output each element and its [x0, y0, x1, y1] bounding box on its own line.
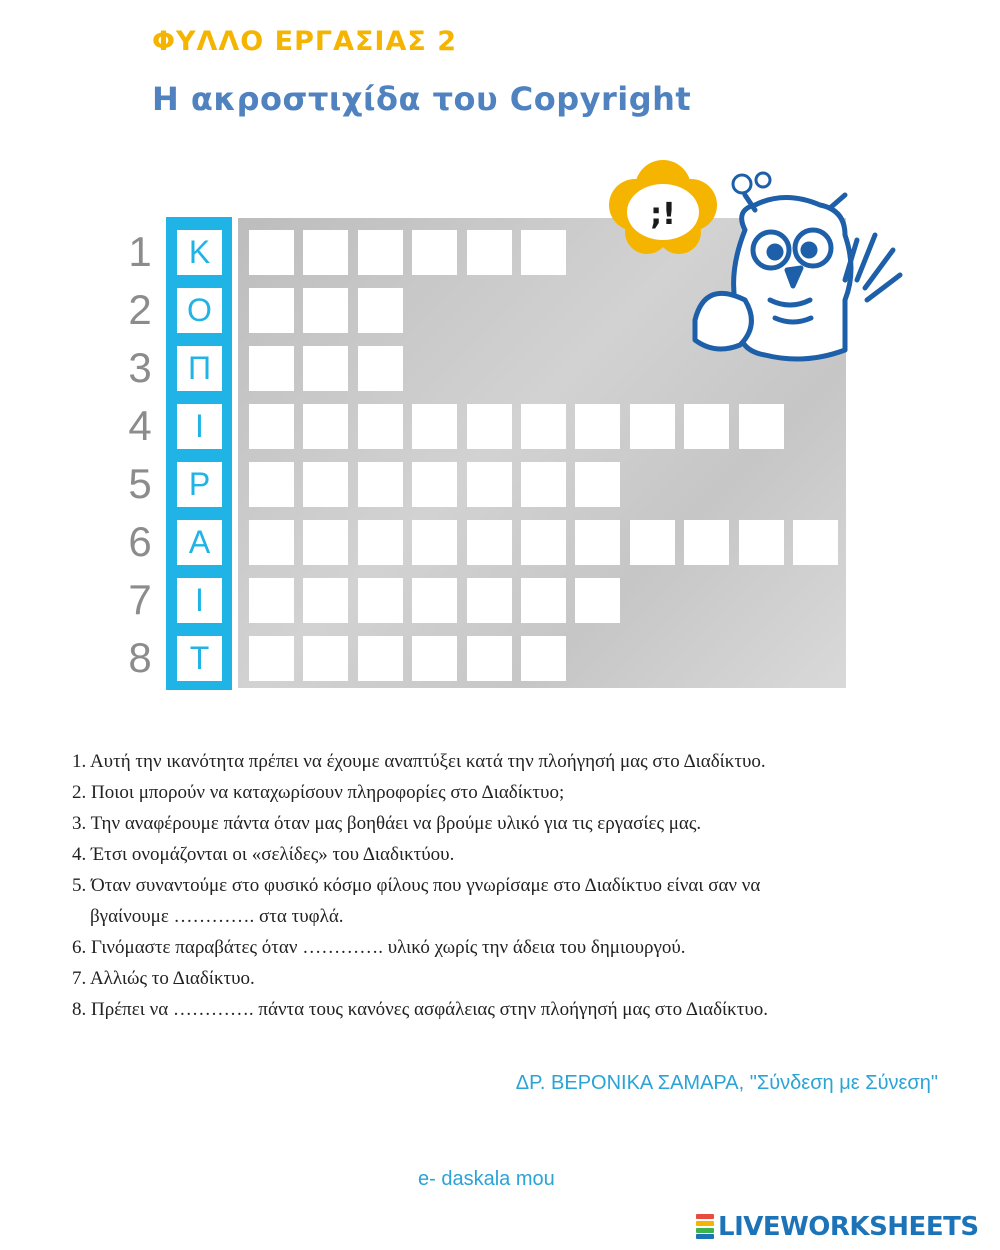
answer-cell[interactable] — [249, 404, 294, 449]
answer-cell[interactable] — [249, 636, 294, 681]
answer-cell[interactable] — [739, 404, 784, 449]
answer-cell[interactable] — [249, 346, 294, 391]
answer-cell[interactable] — [358, 404, 403, 449]
answer-cell[interactable] — [412, 230, 457, 275]
answer-cell[interactable] — [467, 578, 512, 623]
answer-cell[interactable] — [467, 462, 512, 507]
answer-cell[interactable] — [412, 520, 457, 565]
acrostic-letter: Ρ — [177, 462, 222, 507]
answer-cell[interactable] — [521, 462, 566, 507]
answer-cell[interactable] — [249, 462, 294, 507]
question-item — [72, 994, 952, 1025]
logo-stripe — [696, 1214, 714, 1219]
question-continuation: βγαίνουμε …………. στα τυφλά. — [90, 906, 344, 927]
answer-cell[interactable] — [412, 462, 457, 507]
question-text: 1. Αυτή την ικανότητα πρέπει να έχουμε αναπτύξει κατά την πλοήγησή μας στο Διαδίκτυο. — [72, 751, 766, 772]
acrostic-letter: Α — [177, 520, 222, 565]
row-number: 7 — [128, 576, 152, 623]
answer-cell[interactable] — [358, 520, 403, 565]
answer-cell[interactable] — [684, 520, 729, 565]
acrostic-letter: Τ — [177, 636, 222, 681]
question-item — [72, 777, 952, 808]
answer-cell[interactable] — [303, 578, 348, 623]
answer-cell[interactable] — [412, 578, 457, 623]
question-text: 5. Όταν συναντούμε στο φυσικό κόσμο φίλους που γνωρίσαμε στο Διαδίκτυο είναι σαν να — [72, 875, 761, 896]
sheet-title: Η ακροστιχίδα του Copyright — [152, 80, 692, 118]
answer-cell[interactable] — [467, 636, 512, 681]
logo-stripe — [696, 1221, 714, 1226]
answer-cell[interactable] — [521, 230, 566, 275]
answer-cell[interactable] — [521, 578, 566, 623]
owl-illustration — [595, 150, 915, 370]
answer-cell[interactable] — [358, 346, 403, 391]
acrostic-letter: Π — [177, 346, 222, 391]
answer-cell[interactable] — [467, 230, 512, 275]
answer-cell[interactable] — [303, 346, 348, 391]
answer-cell[interactable] — [249, 520, 294, 565]
acrostic-letter: Ι — [177, 404, 222, 449]
liveworksheets-logo[interactable] — [696, 1212, 979, 1242]
answer-cell[interactable] — [575, 578, 620, 623]
row-number: 1 — [128, 228, 152, 275]
question-item — [72, 839, 952, 870]
logo-stripe — [696, 1228, 714, 1233]
answer-cell[interactable] — [467, 404, 512, 449]
answer-cell[interactable] — [303, 636, 348, 681]
answer-cell[interactable] — [303, 404, 348, 449]
answer-cell[interactable] — [575, 520, 620, 565]
liveworksheets-icon — [696, 1214, 714, 1240]
answer-cell[interactable] — [739, 520, 784, 565]
answer-cell[interactable] — [630, 520, 675, 565]
question-item — [72, 963, 952, 994]
question-item — [72, 932, 952, 963]
question-item — [72, 808, 952, 839]
answer-cell[interactable] — [358, 230, 403, 275]
answer-cell[interactable] — [521, 636, 566, 681]
question-text: 7. Αλλιώς το Διαδίκτυο. — [72, 968, 255, 989]
site-name: e- daskala mou — [418, 1168, 555, 1190]
answer-cell[interactable] — [303, 230, 348, 275]
answer-cell[interactable] — [249, 578, 294, 623]
acrostic-letter: Κ — [177, 230, 222, 275]
answer-cell[interactable] — [412, 636, 457, 681]
answer-cell[interactable] — [467, 520, 512, 565]
answer-cell[interactable] — [358, 462, 403, 507]
acrostic-letter: Ο — [177, 288, 222, 333]
answer-cell[interactable] — [521, 520, 566, 565]
answer-cell[interactable] — [521, 404, 566, 449]
row-number: 4 — [128, 402, 152, 449]
question-text: 6. Γινόμαστε παραβάτες όταν …………. υλικό χωρίς την άδεια του δημιουργού. — [72, 937, 686, 958]
answer-cell[interactable] — [358, 288, 403, 333]
row-number: 5 — [128, 460, 152, 507]
acrostic-letter: Ι — [177, 578, 222, 623]
author-credit: ΔΡ. ΒΕΡΟΝΙΚΑ ΣΑΜΑΡΑ, "Σύνδεση με Σύνεση" — [515, 1072, 938, 1094]
answer-cell[interactable] — [303, 462, 348, 507]
question-item — [72, 870, 952, 932]
answer-cell[interactable] — [249, 230, 294, 275]
question-text: 4. Έτσι ονομάζονται οι «σελίδες» του Διαδικτύου. — [72, 844, 455, 865]
answer-cell[interactable] — [575, 462, 620, 507]
answer-cell[interactable] — [249, 288, 294, 333]
answer-cell[interactable] — [793, 520, 838, 565]
logo-stripe — [696, 1234, 714, 1239]
question-list — [72, 746, 952, 1025]
row-number: 8 — [128, 634, 152, 681]
answer-cell[interactable] — [575, 404, 620, 449]
answer-cell[interactable] — [412, 404, 457, 449]
question-text: 3. Την αναφέρουμε πάντα όταν μας βοηθάει να βρούμε υλικό για τις εργασίες μας. — [72, 813, 702, 834]
question-item — [72, 746, 952, 777]
answer-cell[interactable] — [684, 404, 729, 449]
sheet-label: ΦΥΛΛΟ ΕΡΓΑΣΙΑΣ 2 — [152, 26, 457, 57]
row-number: 3 — [128, 344, 152, 391]
question-text: 8. Πρέπει να …………. πάντα τους κανόνες ασφάλειας στην πλοήγησή μας στο Διαδίκτυο. — [72, 999, 769, 1020]
thought-text: ;! — [650, 197, 676, 232]
row-number: 6 — [128, 518, 152, 565]
question-text: 2. Ποιοι μπορούν να καταχωρίσουν πληροφορίες στο Διαδίκτυο; — [72, 782, 565, 803]
answer-cell[interactable] — [358, 578, 403, 623]
owl-icon — [695, 195, 900, 359]
answer-cell[interactable] — [303, 288, 348, 333]
brand-name: LIVEWORKSHEETS — [718, 1212, 979, 1242]
answer-cell[interactable] — [303, 520, 348, 565]
answer-cell[interactable] — [630, 404, 675, 449]
answer-cell[interactable] — [358, 636, 403, 681]
row-number: 2 — [128, 286, 152, 333]
